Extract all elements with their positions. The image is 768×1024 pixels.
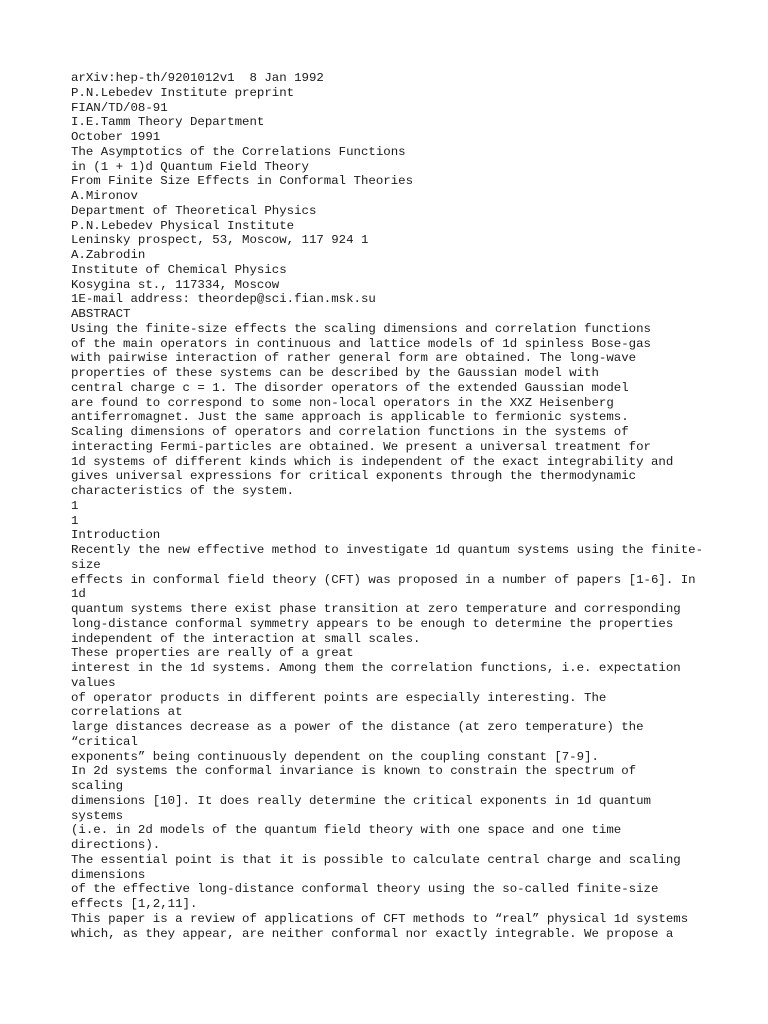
body-line: systems	[71, 808, 124, 823]
body-line: large distances decrease as a power of the distance (at zero temperature) the	[71, 720, 644, 734]
abstract-line: Scaling dimensions of operators and correlation functions in the systems of	[71, 425, 629, 439]
body-line: 1d	[71, 587, 86, 602]
body-line: In 2d systems the conformal invariance is known to constrain the spectrum of	[71, 764, 637, 779]
paper-page	[71, 71, 761, 941]
abstract-line: 1d systems of different kinds which is independent of the exact integrability and	[71, 454, 674, 469]
title-line: in (1 + 1)d Quantum Field Theory	[71, 159, 309, 174]
author-affiliation: Department of Theoretical Physics	[71, 203, 317, 218]
author-address: Leninsky prospect, 53, Moscow, 117 924 1	[71, 233, 369, 248]
title-line: From Finite Size Effects in Conformal Theories	[71, 174, 414, 189]
report-number: FIAN/TD/08-91	[71, 100, 168, 115]
body-line: The essential point is that it is possible to calculate central charge and scaling	[71, 852, 681, 867]
abstract-line: are found to correspond to some non-local operators in the XXZ Heisenberg	[71, 395, 614, 410]
abstract-line: with pairwise interaction of rather general form are obtained. The long-wave	[71, 351, 637, 366]
body-line: This paper is a review of applications of CFT methods to “real” physical 1d systems	[71, 911, 689, 926]
body-line: These properties are really of a great	[71, 646, 354, 661]
body-line: long-distance conformal symmetry appears to be enough to determine the properties	[71, 616, 674, 631]
body-line: dimensions	[71, 867, 146, 882]
abstract-line: central charge c = 1. The disorder operators of the extended Gaussian model	[71, 380, 629, 395]
abstract-line: of the main operators in continuous and lattice models of 1d spinless Bose-gas	[71, 336, 651, 351]
body-line: quantum systems there exist phase transition at zero temperature and corresponding	[71, 602, 681, 616]
body-line: values	[71, 675, 116, 690]
author-affiliation: Institute of Chemical Physics	[71, 262, 287, 277]
footnote-email: 1E-mail address: theordep@sci.fian.msk.su	[71, 292, 376, 307]
abstract-line: antiferromagnet. Just the same approach is applicable to fermionic systems.	[71, 410, 629, 425]
institute-preprint: P.N.Lebedev Institute preprint	[71, 85, 295, 100]
body-line: directions).	[71, 838, 161, 852]
author-affiliation: P.N.Lebedev Physical Institute	[71, 218, 295, 233]
abstract-line: Using the finite-size effects the scaling dimensions and correlation functions	[71, 321, 651, 336]
page-number: 1	[71, 498, 79, 513]
department: I.E.Tamm Theory Department	[71, 115, 265, 130]
author-name: A.Zabrodin	[71, 248, 146, 262]
section-number: 1	[71, 513, 79, 528]
body-line: interest in the 1d systems. Among them the correlation functions, i.e. expectation	[71, 661, 681, 675]
title-line: The Asymptotics of the Correlations Functions	[71, 144, 406, 159]
body-line: of the effective long-distance conformal theory using the so-called finite-size	[71, 882, 659, 897]
body-line: effects [1,2,11].	[71, 897, 198, 911]
abstract-line: properties of these systems can be described by the Gaussian model with	[71, 366, 599, 380]
body-line: of operator products in different points are especially interesting. The	[71, 690, 607, 705]
abstract-heading: ABSTRACT	[71, 307, 131, 321]
body-line: correlations at	[71, 705, 183, 720]
body-line: size	[71, 557, 101, 572]
body-line: effects in conformal field theory (CFT) was proposed in a number of papers [1-6]. In	[71, 572, 696, 587]
body-line: exponents” being continuously dependent on the coupling constant [7-9].	[71, 749, 599, 764]
body-line: (i.e. in 2d models of the quantum field theory with one space and one time	[71, 823, 622, 838]
body-line: independent of the interaction at small scales.	[71, 631, 421, 646]
abstract-line: interacting Fermi-particles are obtained. We present a universal treatment for	[71, 439, 651, 454]
body-line: which, as they appear, are neither conformal nor exactly integrable. We propose a	[71, 926, 674, 941]
section-heading: Introduction	[71, 528, 161, 543]
body-line: “critical	[71, 734, 138, 749]
abstract-line: gives universal expressions for critical exponents through the thermodynamic	[71, 469, 637, 484]
body-line: dimensions [10]. It does really determine the critical exponents in 1d quantum	[71, 793, 651, 808]
body-line: Recently the new effective method to investigate 1d quantum systems using the finite-	[71, 543, 704, 557]
author-name: A.Mironov	[71, 189, 138, 203]
body-line: scaling	[71, 779, 124, 793]
abstract-line: characteristics of the system.	[71, 484, 295, 498]
arxiv-identifier: arXiv:hep-th/9201012v1 8 Jan 1992	[71, 71, 324, 85]
date: October 1991	[71, 130, 161, 144]
author-address: Kosygina st., 117334, Moscow	[71, 277, 280, 292]
